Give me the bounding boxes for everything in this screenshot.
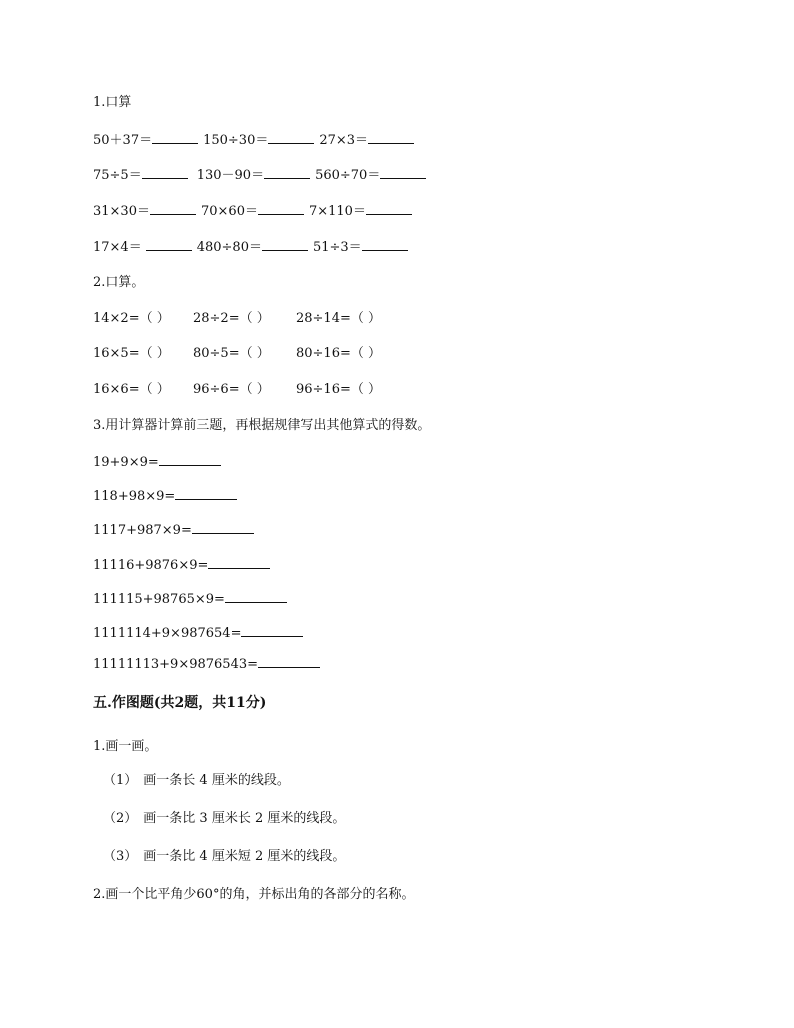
s3-line-3 [93,521,254,540]
s1-r3-q2: 70×60＝ [200,204,258,219]
s1-r3-q3: 7×110＝ [308,204,366,219]
s2-r2-q3: 80÷16=（ ） [296,346,382,361]
s2-r1-q2: 28÷2=（ ） [193,311,270,326]
s3-line-2 [93,487,237,506]
s5-item-3 [103,848,345,866]
s5-heading: 五.作图题(共2题，共11分) [93,695,267,711]
s1-r2-q3: 560÷70＝ [315,168,381,183]
s5-item-num: （3） [103,849,138,864]
answer-blank[interactable] [225,590,287,603]
s1-r4-q1: 17×4＝ [93,240,142,255]
answer-blank[interactable] [152,131,198,144]
answer-blank[interactable] [368,131,414,144]
s3-line-7 [93,655,320,674]
answer-blank[interactable] [175,487,237,500]
answer-blank[interactable] [146,238,192,251]
s5-item-text: 画一条比 4 厘米短 2 厘米的线段。 [143,849,346,864]
answer-blank[interactable] [258,655,320,668]
s3-expr: 111115+98765×9= [93,592,225,607]
answer-blank[interactable] [380,166,426,179]
s2-r2-q2: 80÷5=（ ） [193,346,270,361]
s5-item-2 [103,810,345,828]
s5-item-text: 画一条比 3 厘米长 2 厘米的线段。 [143,811,346,826]
answer-blank[interactable] [362,238,408,251]
answer-blank[interactable] [159,453,221,466]
answer-blank[interactable] [262,238,308,251]
s5-q1: 1.画一画。 [93,739,158,754]
s3-line-5 [93,590,287,609]
s5-item-num: （1） [103,773,138,788]
s2-row-1 [93,310,381,328]
s3-expr: 11111113+9×9876543= [93,657,259,672]
s1-r1-q2: 150÷30＝ [203,133,269,148]
answer-blank[interactable] [366,202,412,215]
s5-item-1 [103,772,290,790]
answer-blank[interactable] [241,624,303,637]
s1-r4-q3: 51÷3＝ [312,240,362,255]
s2-r1-q3: 28÷14=（ ） [296,311,382,326]
s1-r1-q3: 27×3＝ [319,133,369,148]
s2-r3-q2: 96÷6=（ ） [193,382,270,397]
s3-expr: 11116+9876×9= [93,558,209,573]
s3-line-6 [93,624,303,643]
answer-blank[interactable] [208,556,270,569]
answer-blank[interactable] [192,521,254,534]
s5-item-num: （2） [103,811,138,826]
answer-blank[interactable] [268,131,314,144]
s3-title: 3.用计算器计算前三题，再根据规律写出其他算式的得数。 [93,418,431,433]
s1-r4-q2: 480÷80＝ [196,240,262,255]
s3-expr: 1111114+9×987654= [93,626,242,641]
s1-title: 1.口算 [93,95,132,110]
s2-row-2 [93,345,381,363]
s5-item-text: 画一条长 4 厘米的线段。 [143,773,290,788]
s1-r2-q2: 130－90＝ [196,168,265,183]
s3-expr: 19+9×9= [93,455,159,470]
s1-row-3 [93,202,412,221]
answer-blank[interactable] [264,166,310,179]
answer-blank[interactable] [258,202,304,215]
s2-r2-q1: 16×5=（ ） [93,346,170,361]
s3-expr: 118+98×9= [93,489,176,504]
s1-row-4 [93,238,408,257]
s2-title: 2.口算。 [93,275,145,290]
s1-r2-q1: 75÷5＝ [93,168,142,183]
s1-r3-q1: 31×30＝ [93,204,150,219]
answer-blank[interactable] [142,166,188,179]
s3-expr: 1117+987×9= [93,523,192,538]
s2-r3-q3: 96÷16=（ ） [296,382,382,397]
s3-line-4 [93,556,270,575]
s3-line-1 [93,453,221,472]
s1-r1-q1: 50＋37＝ [93,133,153,148]
s1-row-2 [93,166,426,185]
answer-blank[interactable] [150,202,196,215]
s5-q2: 2.画一个比平角少60°的角，并标出角的各部分的名称。 [93,887,415,902]
s1-row-1 [93,131,414,150]
s2-r3-q1: 16×6=（ ） [93,382,170,397]
s2-r1-q1: 14×2=（ ） [93,311,170,326]
s2-row-3 [93,381,381,399]
